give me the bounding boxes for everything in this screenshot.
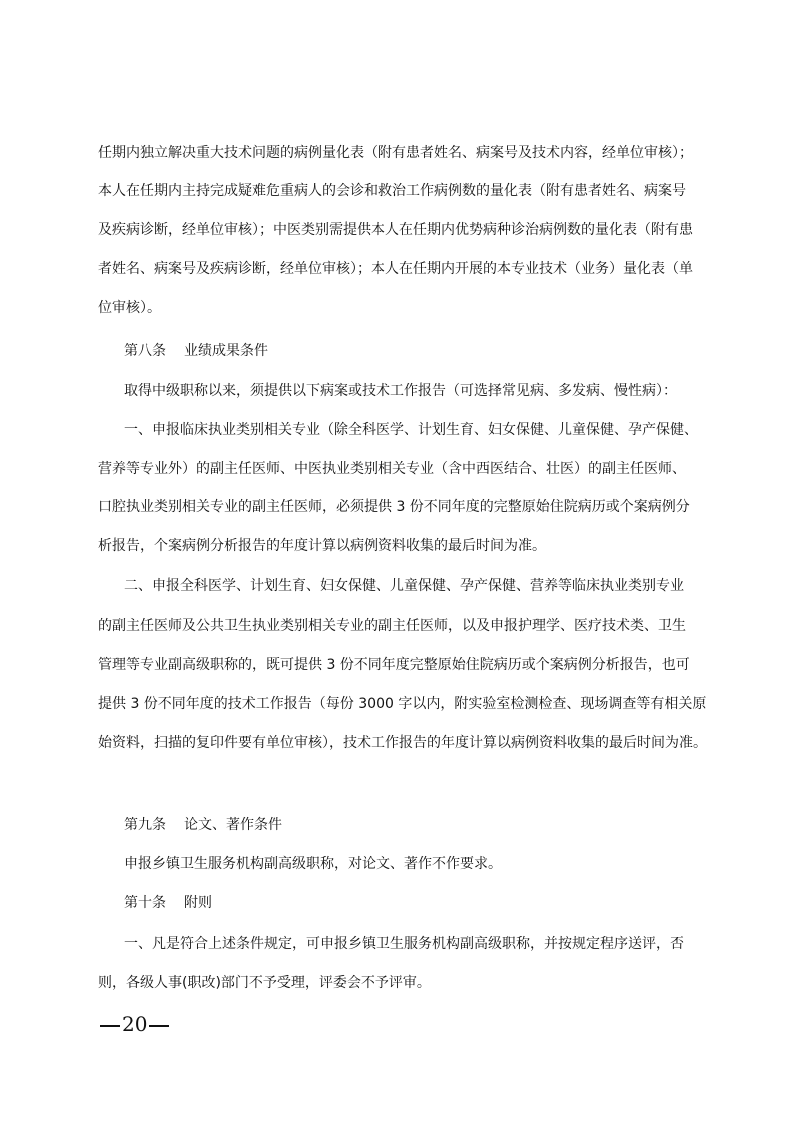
paragraph-line: 提供 3 份不同年度的技术工作报告（每份 3000 字以内，附实验室检测检查、现场调查等有相关原 — [98, 696, 707, 712]
paragraph-line: 则，各级人事(职改)部门不予受理，评委会不予评审。 — [98, 975, 431, 991]
paragraph-line: 位审核）。 — [98, 300, 161, 316]
paragraph-line: 任期内独立解决重大技术问题的病例量化表（附有患者姓名、病案号及技术内容，经单位审核）； — [98, 145, 693, 161]
dash-right — [149, 1025, 169, 1027]
article-8-heading — [124, 341, 744, 361]
paragraph-line: 始资料，扫描的复印件要有单位审核），技术工作报告的年度计算以病例资料收集的最后时间为准。 — [98, 735, 707, 751]
paragraph-line: 本人在任期内主持完成疑难危重病人的会诊和救治工作病例数的量化表（附有患者姓名、病案号 — [98, 183, 686, 199]
paragraph-line: 一、凡是符合上述条件规定，可申报乡镇卫生服务机构副高级职称，并按规定程序送评，否 — [124, 936, 684, 952]
article-number: 第十条 — [124, 895, 166, 911]
paragraph-line: 者姓名、病案号及疾病诊断，经单位审核）；本人在任期内开展的本专业技术（业务）量化表（单 — [98, 261, 693, 277]
article-9-heading — [124, 815, 744, 835]
paragraph-line: 口腔执业类别相关专业的副主任医师，必须提供 3 份不同年度的完整原始住院病历或个案病例分 — [98, 499, 690, 515]
article-title: 论文、著作条件 — [184, 817, 282, 833]
page-number — [98, 1011, 171, 1037]
paragraph-line: 申报乡镇卫生服务机构副高级职称，对论文、著作不作要求。 — [124, 856, 502, 872]
dash-left — [100, 1025, 120, 1027]
article-title: 业绩成果条件 — [184, 343, 268, 359]
paragraph-line: 营养等专业外）的副主任医师、中医执业类别相关专业（含中西医结合、壮医）的副主任医师、 — [98, 461, 686, 477]
paragraph-line: 管理等专业副高级职称的，既可提供 3 份不同年度完整原始住院病历或个案病例分析报告，也可 — [98, 657, 690, 673]
paragraph-line: 及疾病诊断，经单位审核）；中医类别需提供本人在任期内优势病种诊治病例数的量化表（附有患 — [98, 222, 693, 238]
article-title: 附则 — [184, 895, 212, 911]
paragraph-line: 二、申报全科医学、计划生育、妇女保健、儿童保健、孕产保健、营养等临床执业类别专业 — [124, 578, 684, 594]
article-number: 第九条 — [124, 817, 166, 833]
paragraph-line: 析报告，个案病例分析报告的年度计算以病例资料收集的最后时间为准。 — [98, 538, 546, 554]
page-number-value: 20 — [122, 1012, 148, 1036]
article-number: 第八条 — [124, 343, 166, 359]
paragraph-line: 取得中级职称以来，须提供以下病案或技术工作报告（可选择常见病、多发病、慢性病）： — [124, 383, 677, 399]
paragraph-line: 一、申报临床执业类别相关专业（除全科医学、计划生育、妇女保健、儿童保健、孕产保健、 — [124, 422, 698, 438]
paragraph-line: 的副主任医师及公共卫生执业类别相关专业的副主任医师，以及申报护理学、医疗技术类、卫生 — [98, 618, 686, 634]
article-10-heading — [124, 893, 744, 913]
